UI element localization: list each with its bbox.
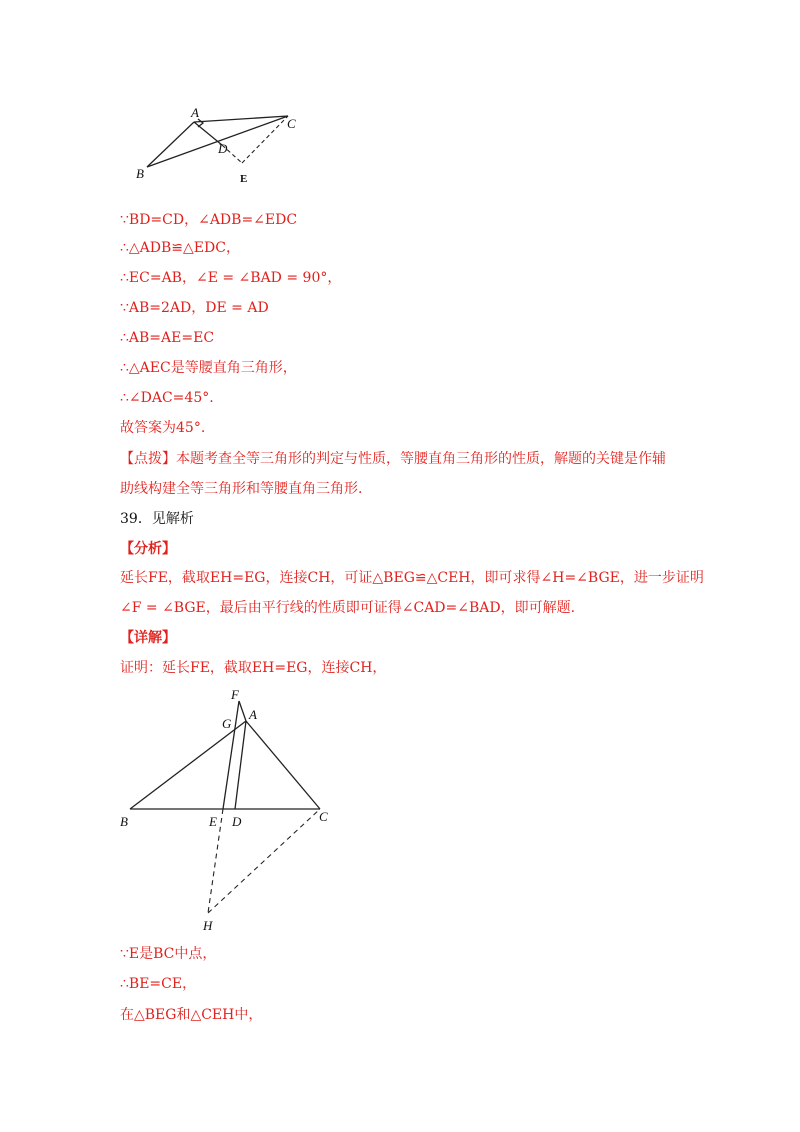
label-f: F [231,687,239,702]
segment-ac [246,721,320,809]
question-39-title: 39．见解析 [120,511,194,527]
label-e: E [240,173,248,185]
figure-2-svg [115,685,345,935]
label-c: C [287,116,296,131]
label-b: B [136,166,144,181]
segment-fa [239,701,246,721]
geometry-figure-2 [115,685,345,935]
dianbo-line-1: 【点拨】本题考查全等三角形的判定与性质，等腰直角三角形的性质，解题的关键是作辅 [120,451,666,467]
segment-hc-dashed [208,809,320,913]
segment-ba [147,122,194,167]
segment-ad [235,721,246,809]
label-e: E [209,814,217,829]
solution-line-2: ∴△ADB≌△EDC， [120,240,240,256]
solution-line-8: 故答案为45°. [120,420,206,436]
label-g: G [222,716,232,731]
proof-line-3: 在△BEG和△CEH中， [120,1007,263,1023]
label-a: A [191,105,199,120]
segment-ec-dashed [242,116,288,163]
solution-line-7: ∴∠DAC=45°. [120,390,214,406]
solution-line-5: ∴AB=AE=EC [120,330,215,346]
solution-line-4: ∵AB=2AD，DE = AD [120,300,269,316]
analysis-line-1: 延长FE，截取EH=EG，连接CH，可证△BEG≌△CEH，即可求得∠H=∠BGE，进一步证明 [120,570,704,586]
detail-line-1: 证明：延长FE，截取EH=EG，连接CH， [120,660,387,676]
label-b: B [120,814,128,829]
solution-line-6: ∴△AEC是等腰直角三角形， [120,360,297,376]
label-a: A [249,707,257,722]
right-angle-mark [198,119,203,127]
segment-ba [130,721,246,809]
label-h: H [203,918,213,933]
solution-line-1: ∵BD=CD，∠ADB=∠EDC [120,212,298,228]
label-d: D [218,141,228,156]
proof-line-2: ∴BE=CE， [120,976,197,992]
geometry-figure-1 [130,100,320,190]
label-d: D [232,814,242,829]
detail-heading: 【详解】 [120,630,176,646]
analysis-line-2: ∠F = ∠BGE，最后由平行线的性质即可证得∠CAD=∠BAD，即可解题. [120,600,576,616]
figure-1-svg [130,100,320,190]
label-c: C [319,809,328,824]
proof-line-1: ∵E是BC中点， [120,946,217,962]
solution-line-3: ∴EC=AB，∠E = ∠BAD = 90°， [120,270,342,286]
analysis-heading: 【分析】 [120,541,176,557]
dianbo-line-2: 助线构建全等三角形和等腰直角三角形. [120,481,363,497]
